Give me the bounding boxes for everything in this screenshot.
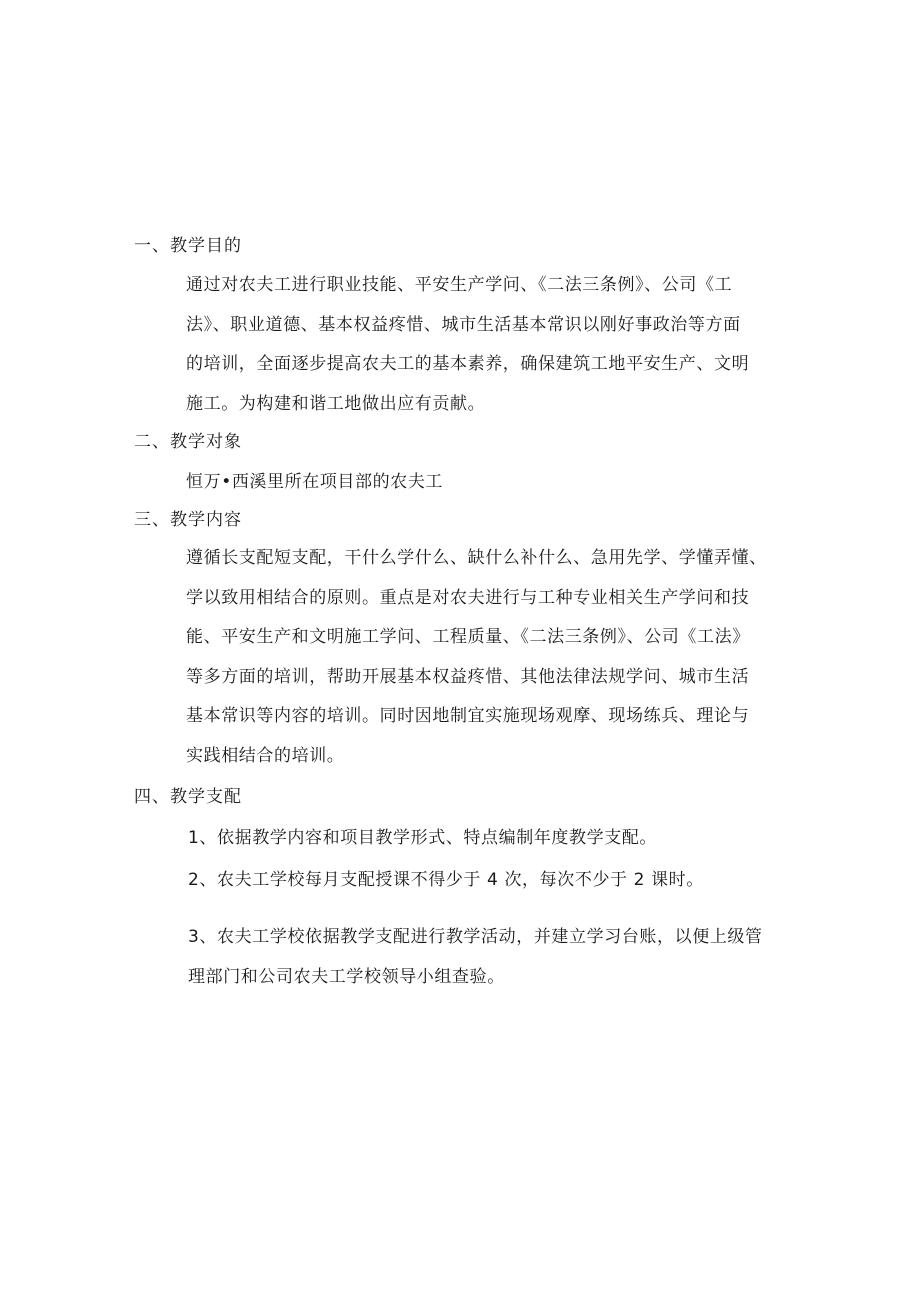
paragraph-line: 施工。为构建和谐工地做出应有贡献。: [186, 393, 486, 414]
paragraph-line: 学以致用相结合的原则。重点是对农夫进行与工种专业相关生产学问和技: [186, 587, 750, 608]
section-body-purpose: [186, 266, 796, 424]
paragraph-line: 法》、职业道德、基本权益疼惜、城市生活基本常识以刚好事政治等方面: [186, 314, 741, 335]
paragraph-line: 的培训，全面逐步提高农夫工的基本素养，确保建筑工地平安生产、文明: [186, 354, 750, 374]
section-body-content: [186, 539, 796, 776]
section-heading-purpose: 一、教学目的: [134, 236, 242, 256]
paragraph-line: 3、农夫工学校依据教学支配进行教学活动，并建立学习台账，以便上级管: [188, 927, 763, 947]
section-heading-schedule: 四、教学支配: [134, 787, 242, 807]
schedule-item-1: 1、依据教学内容和项目教学形式、特点编制年度教学支配。: [188, 828, 658, 848]
section-body-audience: 恒万•西溪里所在项目部的农夫工: [186, 472, 444, 492]
schedule-item-3: [188, 917, 798, 997]
paragraph-line: 能、平安生产和文明施工学问、工程质量、《二法三条例》、公司《工法》: [186, 627, 750, 647]
paragraph-line: 实践相结合的培训。: [186, 745, 345, 766]
paragraph-line: 等多方面的培训，帮助开展基本权益疼惜、其他法律法规学问、城市生活: [186, 666, 750, 687]
paragraph-line: 通过对农夫工进行职业技能、平安生产学问、《二法三条例》、公司《工: [186, 275, 733, 295]
section-heading-audience: 二、教学对象: [134, 432, 242, 452]
paragraph-line: 基本常识等内容的培训。同时因地制宜实施现场观摩、现场练兵、理论与: [186, 706, 750, 726]
section-heading-content: 三、教学内容: [134, 510, 242, 530]
paragraph-line: 遵循长支配短支配，干什么学什么、缺什么补什么、急用先学、学懂弄懂、: [186, 548, 767, 568]
paragraph-line: 理部门和公司农夫工学校领导小组查验。: [188, 967, 505, 987]
schedule-item-2: 2、农夫工学校每月支配授课不得少于 4 次，每次不少于 2 课时。: [188, 870, 704, 890]
